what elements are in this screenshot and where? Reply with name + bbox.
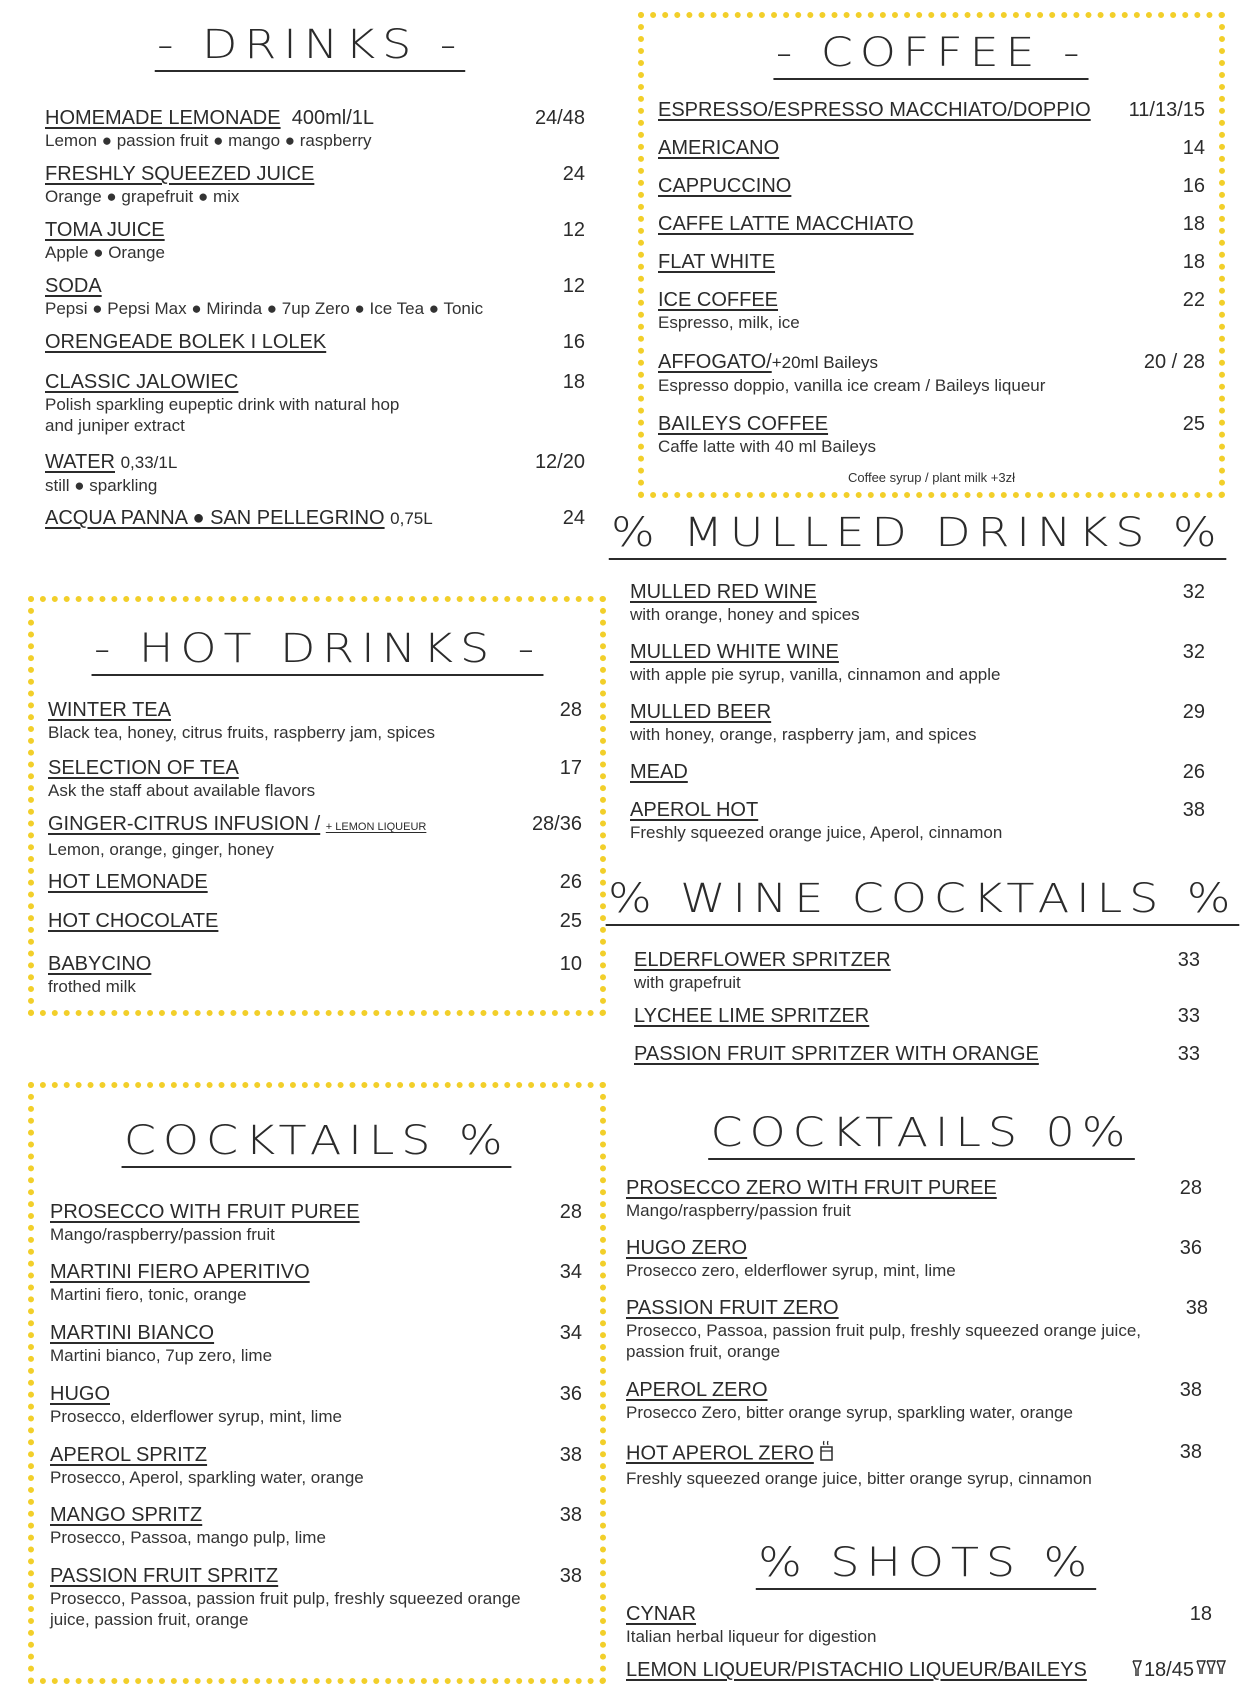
menu-item: CAPPUCCINO 16 (658, 175, 1205, 197)
menu-item: ACQUA PANNA ● SAN PELLEGRINO 0,75L 24 (45, 507, 585, 529)
mulled-drinks-title: % MULLED DRINKS % (630, 510, 1205, 560)
shot-glass-icon (1196, 1658, 1226, 1682)
menu-item: HOT LEMONADE 26 (48, 871, 582, 893)
menu-item: ICE COFFEE Espresso, milk, ice 22 (658, 289, 1205, 332)
menu-item: LYCHEE LIME SPRITZER 33 (634, 1005, 1200, 1027)
menu-item: APEROL SPRITZ Prosecco, Aperol, sparkling water, orange 38 (50, 1444, 582, 1487)
menu-item: APEROL HOT Freshly squeezed orange juice, Aperol, cinnamon 38 (630, 799, 1205, 842)
menu-item: PASSION FRUIT ZERO Prosecco, Passoa, passion fruit pulp, freshly squeezed orange juice, passion fruit, orange 38 (626, 1297, 1208, 1361)
menu-item: BABYCINO frothed milk 10 (48, 953, 582, 996)
menu-item: AMERICANO 14 (658, 137, 1205, 159)
menu-item: CAFFE LATTE MACCHIATO 18 (658, 213, 1205, 235)
hot-drinks-title: - HOT DRINKS - (34, 626, 600, 676)
coffee-note: Coffee syrup / plant milk +3zł (847, 470, 1016, 485)
menu-item: HOT APEROL ZERO Freshly squeezed orange juice, bitter orange syrup, cinnamon 38 (626, 1441, 1202, 1488)
shots-title: % SHOTS % (626, 1540, 1226, 1590)
cocktails-section (28, 1082, 606, 1684)
menu-item: PASSION FRUIT SPRITZ Prosecco, Passoa, passion fruit pulp, freshly squeezed orange juice, passion fruit, orange 38 (50, 1565, 582, 1629)
menu-item: PASSION FRUIT SPRITZER WITH ORANGE 33 (634, 1043, 1200, 1065)
menu-item: TOMA JUICE Apple ● Orange 12 (45, 219, 585, 262)
drinks-title: - DRINKS - (45, 22, 575, 72)
menu-item: CYNAR Italian herbal liqueur for digestion 18 (626, 1603, 1212, 1646)
menu-item: ORENGEADE BOLEK I LOLEK 16 (45, 331, 585, 353)
coffee-section (638, 12, 1225, 498)
menu-item: LEMON LIQUEUR/PISTACHIO LIQUEUR/BAILEYS 18/45 (626, 1658, 1226, 1682)
menu-item: HUGO Prosecco, elderflower syrup, mint, lime 36 (50, 1383, 582, 1426)
coffee-title: - COFFEE - (644, 30, 1219, 80)
shot-glass-icon (1132, 1658, 1142, 1682)
menu-item: CLASSIC JALOWIEC Polish sparkling eupeptic drink with natural hop and juniper extract 18 (45, 371, 585, 435)
shots-section (626, 1540, 1226, 1695)
menu-item: APEROL ZERO Prosecco Zero, bitter orange syrup, sparkling water, orange 38 (626, 1379, 1202, 1422)
menu-item: MANGO SPRITZ Prosecco, Passoa, mango pulp, lime 38 (50, 1504, 582, 1547)
menu-item: PROSECCO WITH FRUIT PUREE Mango/raspberry/passion fruit 28 (50, 1201, 582, 1244)
menu-item: MULLED RED WINE with orange, honey and spices 32 (630, 581, 1205, 624)
menu-item: WATER 0,33/1L still ● sparkling 12/20 (45, 451, 585, 495)
menu-item: MARTINI FIERO APERITIVO Martini fiero, tonic, orange 34 (50, 1261, 582, 1304)
hot-cup-icon (819, 1440, 835, 1468)
menu-item: PROSECCO ZERO WITH FRUIT PUREE Mango/raspberry/passion fruit 28 (626, 1177, 1202, 1220)
mulled-drinks-section (611, 510, 1224, 850)
menu-item: MULLED WHITE WINE with apple pie syrup, vanilla, cinnamon and apple 32 (630, 641, 1205, 684)
menu-item: HUGO ZERO Prosecco zero, elderflower syrup, mint, lime 36 (626, 1237, 1202, 1280)
drinks-section (45, 22, 585, 542)
menu-item: FRESHLY SQUEEZED JUICE Orange ● grapefruit ● mix 24 (45, 163, 585, 206)
menu-item: MULLED BEER with honey, orange, raspberry jam, and spices 29 (630, 701, 1205, 744)
menu-item: ESPRESSO/ESPRESSO MACCHIATO/DOPPIO 11/13/15 (658, 99, 1205, 121)
cocktails-title: COCKTAILS % (34, 1118, 600, 1168)
wine-cocktails-section (608, 876, 1238, 1076)
menu-item: MEAD 26 (630, 761, 1205, 783)
wine-cocktails-title: % WINE COCKTAILS % (634, 876, 1212, 926)
menu-item: AFFOGATO/+20ml Baileys Espresso doppio, vanilla ice cream / Baileys liqueur 20 / 28 (658, 351, 1205, 395)
menu-item: WINTER TEA Black tea, honey, citrus fruits, raspberry jam, spices 28 (48, 699, 582, 742)
menu-item: SODA Pepsi ● Pepsi Max ● Mirinda ● 7up Zero ● Ice Tea ● Tonic 12 (45, 275, 585, 318)
menu-item: BAILEYS COFFEE Caffe latte with 40 ml Baileys 25 (658, 413, 1205, 456)
cocktails-zero-section (626, 1110, 1216, 1490)
menu-item: HOMEMADE LEMONADE 400ml/1L Lemon ● passion fruit ● mango ● raspberry 24/48 (45, 107, 585, 150)
menu-item: SELECTION OF TEA Ask the staff about available flavors 17 (48, 757, 582, 800)
menu-item: GINGER-CITRUS INFUSION / + LEMON LIQUEUR Lemon, orange, ginger, honey 28/36 (48, 813, 582, 859)
menu-item: ELDERFLOWER SPRITZER with grapefruit 33 (634, 949, 1200, 992)
hot-drinks-section (28, 596, 606, 1016)
menu-item: MARTINI BIANCO Martini bianco, 7up zero, lime 34 (50, 1322, 582, 1365)
cocktails-zero-title: COCKTAILS 0% (626, 1110, 1216, 1160)
menu-item: HOT CHOCOLATE 25 (48, 910, 582, 932)
menu-item: FLAT WHITE 18 (658, 251, 1205, 273)
